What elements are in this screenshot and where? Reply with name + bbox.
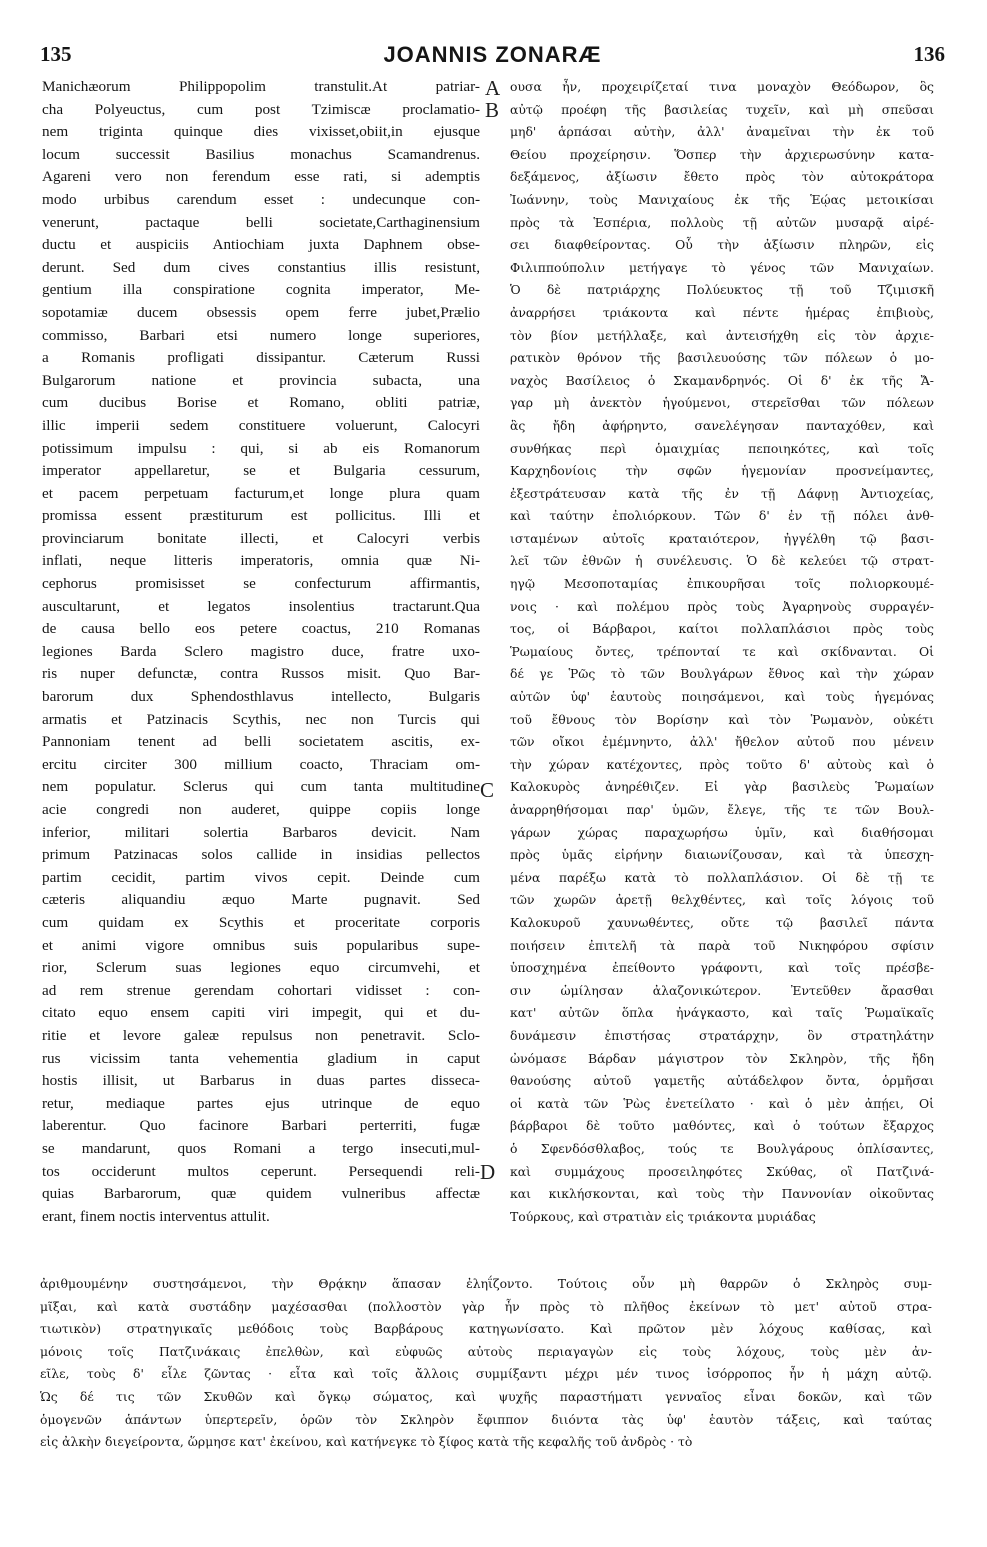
latin-text-line: et animi vigore omnibus suis popularibus supe- xyxy=(42,936,480,954)
greek-text-line: ἀναρρήσει τριάκοντα καὶ πέντε ἡμέρας ἐπιβιοὺς, xyxy=(510,304,934,320)
greek-text-line: πρὸς ὑμᾶς εἰρήνην διαιωνίζουσαν, καὶ τὰ ὑπεσχη- xyxy=(510,847,934,863)
latin-text-line: ris nuper defunctæ, contra Russos misit. Quo Bar- xyxy=(42,665,480,683)
greek-text-line: τὸν βίον μετήλλαξε, καὶ ἀντεισήχθη εἰς τὸν ἀρχιε- xyxy=(510,327,934,343)
latin-text-line: illic imperii sedem constituere voluerunt, Calocyri xyxy=(42,416,480,434)
greek-text-line: μηδ' ἁρπάσαι αὐτὴν, ἀλλ' ἀναμεῖναι τὴν ἐκ τοῦ xyxy=(510,124,934,140)
greek-text-line: αὐτῷ προέφη τῆς βασιλείας τυχεῖν, καὶ μὴ σπεῦσαι xyxy=(510,101,934,117)
greek-text-line: ναχὸς Βασίλειος ὁ Σκαμανδρηνός. Οἱ δ' ἐκ τῆς Ἄ- xyxy=(510,372,934,388)
latin-text-line: hostis illisit, ut Barbarus in duas partes dissecа- xyxy=(42,1072,480,1090)
latin-text-line: nem populatur. Sclerus qui cum tanta multitudine xyxy=(42,778,480,796)
greek-text-line: σιν ὡμίλησαν ἀλαζονικώτερον. Ἐντεῦθεν ἄρασθαι xyxy=(510,982,934,998)
latin-column xyxy=(42,76,480,1228)
latin-text-line: promissa essent præstiturum est pollicitus. Illi et xyxy=(42,507,480,525)
greek-text-line: Ὁ δὲ πατριάρχης Πολύευκτος τῇ τοῦ Τζιμισκῆ xyxy=(510,282,934,298)
greek-text-line: δυνάμεσιν ἐπιστήσας στρατάρχην, ὃν στρατηλάτην xyxy=(510,1027,934,1043)
latin-text-line: se mandarunt, quos Romani a tergo insecuti,mul- xyxy=(42,1139,480,1157)
greek-text-line: Ῥωμαίους ὄντες, τρέπονταί τε καὶ σκίδνανται. Οἱ xyxy=(510,643,934,659)
latin-text-line: ercitu circiter 300 millium coacto, Thraciam om- xyxy=(42,755,480,773)
greek-text-line: Τούρκους, καὶ στρατιὰν εἰς τριάκοντα μυριάδας xyxy=(510,1208,816,1224)
latin-text-line: laberentur. Quo facinore Barbari perterriti, fugæ xyxy=(42,1117,480,1135)
margin-marker-d: D xyxy=(480,1160,496,1184)
latin-text-line: modo urbibus carendum esset : undecunque con- xyxy=(42,190,480,208)
greek-text-line: γαρ μὴ ἀνεκτὸν ἡγούμενοι, στερεῖσθαι τῶν πόλεων xyxy=(510,395,934,411)
latin-text-line: nem triginta quinque dies vixisset,obiit,in ejusque xyxy=(42,123,480,141)
latin-text-line: rior, Sclerum suas legiones equo circumvehi, et xyxy=(42,959,480,977)
greek-text-line: Φιλιππούπολιν μετήγαγε τὸ γένος τῶν Μανιχαίων. xyxy=(510,259,934,275)
greek-text-line: τὴν χώραν κατέχοντες, πρὸς τοῦτο δ' αὐτοὺς καὶ ὁ xyxy=(510,756,934,772)
latin-text-line: provinciarum bonitate illecti, et Calocyri verbis xyxy=(42,529,480,547)
latin-text-line: imperator appellaretur, se et Bulgaria cessurum, xyxy=(42,462,480,480)
latin-text-line: ad rem strenue gerendam cohortari vidisset : con- xyxy=(42,981,480,999)
greek-text-line: σει διαφθείροντας. Οὗ τὴν ἀξίωσιν πληρῶν, εἰς xyxy=(510,237,934,253)
greek-text-line: ποιήσειν ἐπιτελῆ τὰ παρὰ τοῦ Νικηφόρου σφίσιν xyxy=(510,937,934,953)
latin-text-line: et pacem perpetuam facturum,et longe plura quam xyxy=(42,484,480,502)
greek-text-line: ηγῷ Μεσοποταμίας ἐπικουρῆσαι τοῖς πολιορκουμέ- xyxy=(510,576,934,592)
latin-text-line: inferior, militari solertia Barbaros devicit. Nam xyxy=(42,823,480,841)
latin-text-line: a Romanis profligati dissipantur. Cæterum Russi xyxy=(42,349,480,367)
greek-text-line: Καλοκυρὸς ἀνηρέθιζεν. Εἰ γὰρ βασιλεὺς Ῥωμαίων xyxy=(510,779,934,795)
greek-column xyxy=(510,76,934,1228)
latin-text-line: cum quidam ex Scythis et proceritate corporis xyxy=(42,913,480,931)
greek-text-line: καὶ ταύτην ἐπολιόρκουν. Τῶν δ' ἐν τῇ πόλει ἀνθ- xyxy=(510,508,934,524)
latin-text-line: Manichæorum Philippopolim transtulit.At patriar- xyxy=(42,78,480,95)
latin-text-line: gentium illa conspiratione cognita imperator, Me- xyxy=(42,281,480,299)
greek-text-line: δεξάμενος, ἀξίωσιν ἔθετο πρὸς τὸν αὐτοκράτορα xyxy=(510,169,934,185)
greek-text-line: τῶν χωρῶν ἀρετῇ θελχθέντες, καὶ τοῖς λόγοις τοῦ xyxy=(510,892,934,908)
latin-text-line: Agareni vero non ferendum esse rati, si ademptis xyxy=(42,168,480,186)
latin-text-line: citato equo ensem capiti viri impegit, qui et du- xyxy=(42,1004,480,1022)
bottom-greek-line: Ὡς δέ τις τῶν Σκυθῶν καὶ ὄγκῳ σώματος, καὶ ψυχῆς παραστήματι γενναῖος εἶναι δοκῶν, καὶ τῶν xyxy=(40,1388,932,1404)
margin-marker-b: B xyxy=(485,98,500,122)
greek-text-line: ὁ Σφενδόσθλαβος, τούς τε Βουλγάρους ὁπλίσαντες, xyxy=(510,1140,934,1156)
greek-text-line: θανούσης αὐτοῦ γαμετῆς αὐτάδελφον ὄντα, ὁρμῆσαι xyxy=(510,1073,934,1089)
greek-text-line: συνθήκας περὶ ὁμαιχμίας πεποιηκότες, καὶ τοῖς xyxy=(510,440,934,456)
latin-text-line: quias Barbarorum, quæ quidem vulneribus affectæ xyxy=(42,1185,480,1203)
greek-text-line: ἀναρρηθήσομαι παρ' ὑμῶν, ἔλεγε, τῆς τε τῶν Βουλ- xyxy=(510,802,934,817)
greek-text-line: δέ γε Ῥῶς τὸ τῶν Βουλγάρων ἔθνος καὶ τὴν χώραν xyxy=(510,666,934,682)
running-title: JOANNIS ZONARÆ xyxy=(383,42,602,67)
bottom-greek-line: εῖλε, τοὺς δ' εἷλε ζῶντας · εἶτα καὶ τοῖς ἄλλοις συμμίξαντι μέχρι μέν τινος ἰσόρροπος ἦν ἡ μάχη αὐτῷ. xyxy=(40,1366,932,1382)
latin-text-line: derunt. Sed dum cives constantius illis resistunt, xyxy=(42,258,480,276)
greek-text-line: τῶν οἴκοι ἐμέμνηντο, ἀλλ' ἤθελον αὐτοῦ που μένειν xyxy=(510,734,934,750)
latin-text-line: potissimum impulsu : qui, si ab eis Romanorum xyxy=(42,439,480,457)
page-number-right: 136 xyxy=(913,42,945,66)
latin-text-line: legiones Barda Sclero magistro duce, fratre uxo- xyxy=(42,642,480,660)
latin-text-line: commisso, Barbari etsi numero longe superiores, xyxy=(42,326,480,344)
latin-text-line: venerunt, pactaque belli societate,Carthaginensium xyxy=(42,213,480,231)
greek-text-line: Καρχηδονίοις τὴν σφῶν ἡγεμονίαν προσνείμαντες, xyxy=(510,463,934,479)
greek-text-line: αὐτῶν ὑφ' ἑαυτοὺς ποιησάμενοι, καὶ τοὺς ἡγεμόνας xyxy=(510,689,934,705)
greek-text-line: ρατικὸν θρόνον τῆς βασιλευούσης τῶν πόλεων ὁ μο- xyxy=(510,350,934,366)
greek-text-line: οἱ κατὰ τῶν Ῥὼς ἐνετείλατο · καὶ ὁ μὲν ἀπῄει, Οἱ xyxy=(510,1095,934,1111)
latin-text-line: Bulgarorum natione et provincia subacta, una xyxy=(42,371,480,389)
latin-text-line: armatis et Patzinacis Scythis, nec non Turcis qui xyxy=(42,710,480,728)
latin-text-line: cha Polyeuctus, cum post Tzimiscæ proclamatio- xyxy=(42,100,480,118)
latin-text-line: rus vicissim tanta vehementia gladium in caput xyxy=(42,1049,480,1067)
margin-marker-a: A xyxy=(485,76,501,100)
greek-text-line: μένα παρέξω κατὰ τὸ πολλαπλάσιον. Οἱ δὲ τῇ τε xyxy=(510,869,934,885)
greek-text-line: και κικλήσκονται, καὶ τοὺς τὴν Παννονίαν οἰκοῦντας xyxy=(510,1186,934,1202)
latin-text-line: erant, finem noctis interventus attulit. xyxy=(42,1207,270,1225)
latin-text-line: ductu et auspiciis Antiochiam juxta Daphnem obse- xyxy=(42,236,480,254)
greek-text-line: ἐξεστράτευσαν κατὰ τῆς ἐν τῇ Δάφνῃ Ἀντιοχείας, xyxy=(510,485,934,501)
greek-text-line: γάρων χώρας παραχωρήσω ὑμῖν, καὶ διαθήσομαι xyxy=(510,824,934,840)
running-header xyxy=(40,42,945,72)
greek-text-line: λεῖ τῶν ἐθνῶν ἡ συνέλευσις. Ὁ δὲ κελεύει τῷ στρατ- xyxy=(510,553,934,569)
bottom-greek-line: μόνοις τοῖς Πατζινάκαις ἐπελθὼν, καὶ εὐφυῶς αὐτοὺς περιαγαγὼν εἰς τοὺς λόχους, τοὺς μὲν ἀν- xyxy=(40,1343,932,1359)
latin-text-line: Pannoniam tenent ad belli societatem ascitis, ex- xyxy=(42,733,480,751)
latin-text-line: cephorus promisisset se confecturum affirmantis, xyxy=(42,575,480,593)
greek-text-line: τοῦ ἔθνους τὸν Βορίσην καὶ τὸν Ῥωμανὸν, οὐκέτι xyxy=(510,711,934,727)
latin-text-line: inflati, neque litteris imperatoris, omnia quæ Ni- xyxy=(42,552,480,570)
latin-text-line: acie congredi non auderet, quippe copiis longe xyxy=(42,801,480,818)
full-width-greek-text xyxy=(40,1273,932,1454)
greek-text-line: Καλοκυροῦ χαυνωθέντες, οὔτε τῷ βασιλεῖ πάντα xyxy=(510,914,934,930)
greek-text-line: ὠνόμασε Βάρδαν μάγιστρον τὸν Σκληρὸν, τῆς ἤδη xyxy=(510,1050,934,1066)
latin-text-line: retur, mediaque partes ejus utrinque de equo xyxy=(42,1094,480,1112)
greek-text-line: τος, οἱ Βάρβαροι, καίτοι πολλαπλάσιοι πρὸς τοὺς xyxy=(510,621,934,637)
bottom-greek-line: μῖξαι, καὶ κατὰ συστάδην μαχέσασθαι (πολλοστὸν γὰρ ἦν πρὸς τὸ πλῆθος ἐκείνων τὸ μετ' αὐτοῦ στρα- xyxy=(40,1298,932,1314)
greek-text-line: ὑποσχημένα ἐπείθοντο γράφοντι, καὶ τοῖς πρέσβε- xyxy=(510,960,934,976)
greek-text-line: Ἰωάννην, τοὺς Μανιχαίους ἐκ τῆς Ἑῴας μετοικίσαι xyxy=(510,191,934,207)
greek-text-line: βάρβαροι δὲ τοῦτο μαθόντες, καὶ ὁ τούτων ἔξαρχος xyxy=(510,1118,934,1134)
margin-marker-c: C xyxy=(480,778,495,802)
greek-text-line: ισταμένων αὐτοῖς κραταιότερον, ἠγγέλθη τῷ βασι- xyxy=(510,530,934,546)
bottom-greek-line: ὁμογενῶν ἁπάντων ὑπερτερεῖν, ὁρῶν τὸν Σκληρὸν ἔφιππον διιόντα τὰς ὑφ' ἑαυτὸν τάξεις, καὶ ταύτας xyxy=(40,1411,932,1427)
bottom-greek-line: τιωτικὸν) στρατηγικαῖς μεθόδοις τοὺς Βαρβάρους κατηγωνίσατο. Καὶ πρῶτον μὲν λόχους καθίσας, καὶ xyxy=(40,1321,932,1337)
latin-text-line: primum Patzinacas solos callide in insidias pellectos xyxy=(42,846,480,864)
latin-text-line: auscultarunt, et legatos insolentius tractarunt.Qua xyxy=(42,597,480,615)
latin-text-line: barorum dux Sphendosthlavus intellecto, Bulgaris xyxy=(42,688,480,706)
greek-text-line: Θείου προχείρησιν. Ὅσπερ τὴν ἀρχιερωσύνην κατα- xyxy=(510,146,934,162)
latin-text-line: ritie et levore galeæ repulsus non penetravit. Sclo- xyxy=(42,1026,480,1044)
latin-text-line: tos occiderunt multos ceperunt. Persequendi reli- xyxy=(42,1162,480,1180)
latin-text-line: locum successit Basilius monachus Scamandrenus. xyxy=(42,145,480,163)
bottom-greek-line: ἀριθμουμένην συστησάμενοι, τὴν Θρᾴκην ἅπασαν ἐληΐζοντο. Τούτοις οὖν μὴ θαρρῶν ὁ Σκληρὸς συμ- xyxy=(40,1276,932,1291)
greek-text-line: νοις · καὶ πολέμου πρὸς τοὺς Ἀγαρηνοὺς συρραγέν- xyxy=(510,598,934,614)
page-number-left: 135 xyxy=(40,42,72,66)
latin-text-line: de causa bello eos petere coactus, 210 Romanas xyxy=(42,620,480,638)
greek-text-line: καὶ συμμάχους προσειληφότες Σκύθας, οἳ Πατζινά- xyxy=(510,1163,934,1179)
greek-text-line: κατ' αὐτῶν ὅπλα ἠνάγκαστο, καὶ ταῖς Ῥωμαϊκαῖς xyxy=(510,1005,934,1021)
latin-text-line: sopotamiæ ducem obsessis opem ferre jubet,Prælio xyxy=(42,303,480,321)
bottom-greek-line: εἰς ἀλκὴν διεγείροντα, ὥρμησε κατ' ἐκείνου, καὶ κατήνεγκε τὸ ξίφος κατὰ τῆς κεφαλῆς τοῦ ἀνδρὸς · τὸ xyxy=(40,1434,693,1450)
latin-text-line: partim cecidit, partim vivos cepit. Deinde cum xyxy=(42,868,480,886)
latin-text-line: cæteris aliquandiu æquo Marte pugnavit. Sed xyxy=(42,891,480,909)
greek-text-line: ἃς ἤδη ἀφήρηντο, σανελέγησαν πανταχόθεν, καὶ xyxy=(510,417,934,433)
greek-text-line: πρὸς τὰ Ἑσπέρια, πολλοὺς τῇ αὐτῶν μυσαρᾷ αἱρέ- xyxy=(510,214,934,230)
latin-text-line: cum ducibus Borise et Romano, obliti patriæ, xyxy=(42,394,480,412)
greek-text-line: ουσα ἦν, προχειρίζεταί τινα μοναχὸν Θεόδωρον, ὃς xyxy=(510,79,934,94)
